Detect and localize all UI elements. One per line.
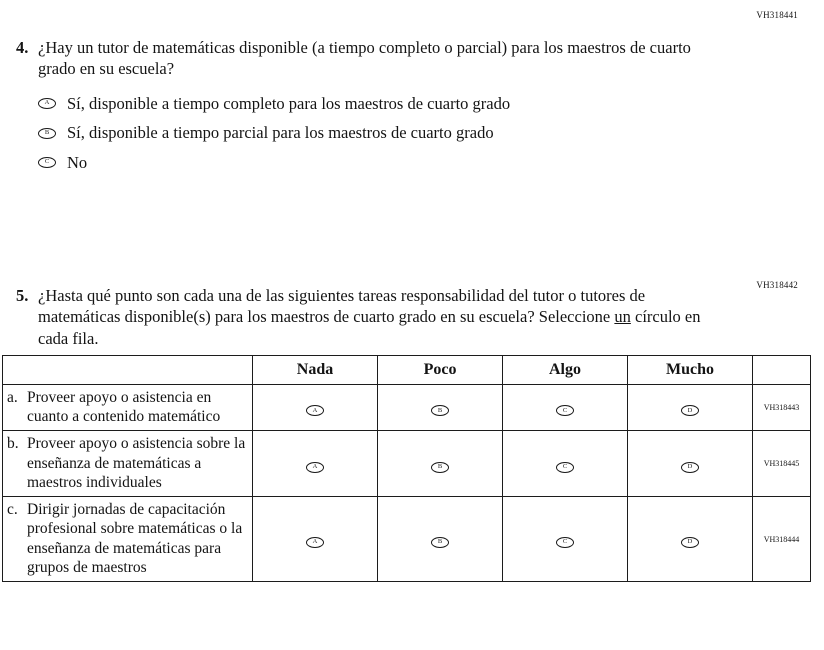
answer-bubble-c[interactable]: C — [38, 157, 56, 168]
row-b-bubble-poco[interactable]: B — [431, 462, 449, 473]
option-row-c[interactable] — [38, 152, 704, 173]
question-4-text: ¿Hay un tutor de matemáticas disponible (a tiempo completo o parcial) para los maestros de cuarto grado en su escuela? — [38, 38, 691, 79]
row-b-statement — [3, 431, 253, 497]
row-a-bubble-algo[interactable]: C — [556, 405, 574, 416]
row-c-text: Dirigir jornadas de capacitación profesional sobre matemáticas o la enseñanza de matemáticas para grupos de maestros — [27, 501, 243, 576]
row-c-code: VH318444 — [753, 497, 811, 582]
row-c-bubble-poco[interactable]: B — [431, 537, 449, 548]
row-b-text: Proveer apoyo o asistencia sobre la enseñanza de matemáticas a maestros individuales — [27, 435, 246, 491]
question-5 — [16, 285, 716, 349]
header-code-empty — [753, 356, 811, 385]
row-c-cell-poco — [378, 497, 503, 582]
row-b-cell-algo — [503, 431, 628, 497]
row-c-cell-nada — [253, 497, 378, 582]
row-a-letter: a. — [7, 389, 18, 406]
row-c-letter: c. — [7, 501, 18, 519]
table-row-a — [3, 385, 811, 431]
header-mucho: Mucho — [628, 356, 753, 385]
row-a-text: Proveer apoyo o asistencia en cuanto a contenido matemático — [27, 389, 221, 426]
row-c-bubble-mucho[interactable]: D — [681, 537, 699, 548]
row-c-statement — [3, 497, 253, 582]
row-b-bubble-mucho[interactable]: D — [681, 462, 699, 473]
row-a-cell-mucho — [628, 385, 753, 431]
row-a-bubble-poco[interactable]: B — [431, 405, 449, 416]
option-label-a: Sí, disponible a tiempo completo para los maestros de cuarto grado — [67, 93, 511, 113]
question-4 — [16, 37, 704, 181]
row-b-cell-nada — [253, 431, 378, 497]
row-c-bubble-nada[interactable]: A — [306, 537, 324, 548]
question-5-number: 5. — [16, 286, 29, 305]
header-nada: Nada — [253, 356, 378, 385]
row-c-bubble-algo[interactable]: C — [556, 537, 574, 548]
question-5-text — [38, 285, 716, 349]
row-b-code: VH318445 — [753, 431, 811, 497]
row-a-bubble-mucho[interactable]: D — [681, 405, 699, 416]
question-5-text-underlined: un — [614, 307, 631, 327]
question-4-options — [38, 93, 704, 173]
row-c-cell-mucho — [628, 497, 753, 582]
row-b-cell-mucho — [628, 431, 753, 497]
row-b-bubble-nada[interactable]: A — [306, 462, 324, 473]
row-b-letter: b. — [7, 435, 19, 453]
row-b-cell-poco — [378, 431, 503, 497]
row-b-bubble-algo[interactable]: C — [556, 462, 574, 473]
answer-bubble-a[interactable]: A — [38, 98, 56, 109]
header-algo: Algo — [503, 356, 628, 385]
question-5-text-part1: ¿Hasta qué punto son cada una de las siguientes tareas responsabilidad del tutor o tutores de matemáticas disponible(s) para los maestros de cuarto grado en su escuela? Seleccione — [38, 286, 646, 327]
question-4-number: 4. — [16, 38, 29, 57]
table-header-row — [3, 356, 811, 385]
row-a-cell-algo — [503, 385, 628, 431]
row-a-code: VH318443 — [753, 385, 811, 431]
header-poco: Poco — [378, 356, 503, 385]
option-row-a[interactable] — [38, 93, 704, 114]
row-a-statement — [3, 385, 253, 431]
table-row-c — [3, 497, 811, 582]
option-row-b[interactable] — [38, 122, 704, 143]
row-a-cell-poco — [378, 385, 503, 431]
option-label-c: No — [67, 152, 88, 172]
row-a-bubble-nada[interactable]: A — [306, 405, 324, 416]
answer-bubble-b[interactable]: B — [38, 128, 56, 139]
question-5-text-part2: círculo en cada fila. — [38, 307, 701, 348]
table-row-b — [3, 431, 811, 497]
header-empty — [3, 356, 253, 385]
option-label-b: Sí, disponible a tiempo parcial para los maestros de cuarto grado — [67, 123, 494, 143]
responsibilities-table — [2, 355, 811, 582]
row-c-cell-algo — [503, 497, 628, 582]
question-4-code: VH318441 — [756, 10, 798, 20]
row-a-cell-nada — [253, 385, 378, 431]
question-5-code: VH318442 — [756, 280, 798, 290]
